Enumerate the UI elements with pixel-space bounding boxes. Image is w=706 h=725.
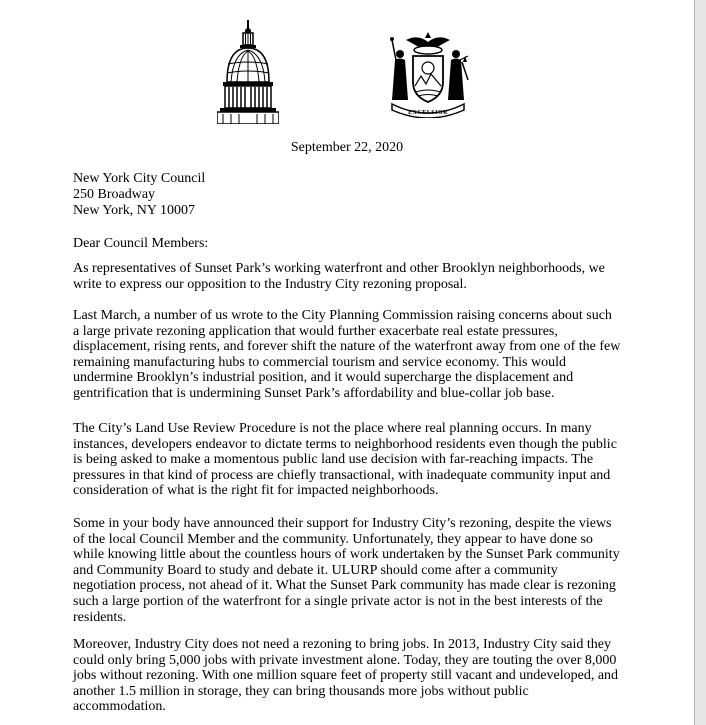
salutation: Dear Council Members: [73, 236, 209, 251]
new-york-state-seal-icon [386, 30, 470, 118]
paragraph-ulurp-process: The City’s Land Use Review Procedure is not the place where real planning occurs. In many instances, developers endeavor to dictate terms to neighborhood residents even though the public is being asked to make a momentous public land use decision with far-reaching impacts. The pressures in that kind of process are chiefly transactional, with inadequate community input and consideration of what is the right fit for impacted neighborhoods. [73, 421, 617, 499]
recipient-address [73, 171, 621, 219]
recipient-line-2: 250 Broadway [73, 187, 156, 202]
recipient-line-1: New York City Council [73, 171, 206, 186]
recipient-line-3: New York, NY 10007 [73, 203, 195, 218]
paragraph-opposition: As representatives of Sunset Park’s working waterfront and other Brooklyn neighborhoods, we write to express our opposition to the Industry City rezoning proposal. [73, 261, 605, 292]
paragraph-last-march: Last March, a number of us wrote to the City Planning Commission raising concerns about such a large private rezoning application that would further exacerbate real estate pressures, displacement, rising rents, and forever shift the nature of the waterfront away from one of the few remaining manufacturing hubs to commercial tourism and service economy. This would undermine Brooklyn’s industrial position, and it would supercharge the displacement and gentrification that is undermining Sunset Park’s affordability and blue-collar job base. [73, 308, 621, 401]
paragraph-jobs: Moreover, Industry City does not need a rezoning to bring jobs. In 2013, Industry City said they could only bring 5,000 jobs with private investment alone. Today, they are touting the over 8,000 jobs without rezoning. With one million square feet of property still vacant and undeveloped, and another 1.5 million in storage, they can bring thousands more jobs without public accommodation. [73, 637, 619, 715]
paragraph-council-support: Some in your body have announced their support for Industry City’s rezoning, despite the views of the local Council Member and the community. Unfortunately, they appear to have done so while knowing little about the countless hours of work undertaken by the Sunset Park community and Community Board to study and debate it. ULURP should come after a community negotiation process, not ahead of it. What the Sunset Park community has made clear is rezoning such a large portion of the waterfront for a single private actor is not in the best interests of the residents. [73, 516, 620, 625]
letter-date: September 22, 2020 [290, 140, 404, 155]
seal-motto: EXCELSIOR [408, 110, 448, 116]
capitol-dome-icon [217, 20, 279, 124]
